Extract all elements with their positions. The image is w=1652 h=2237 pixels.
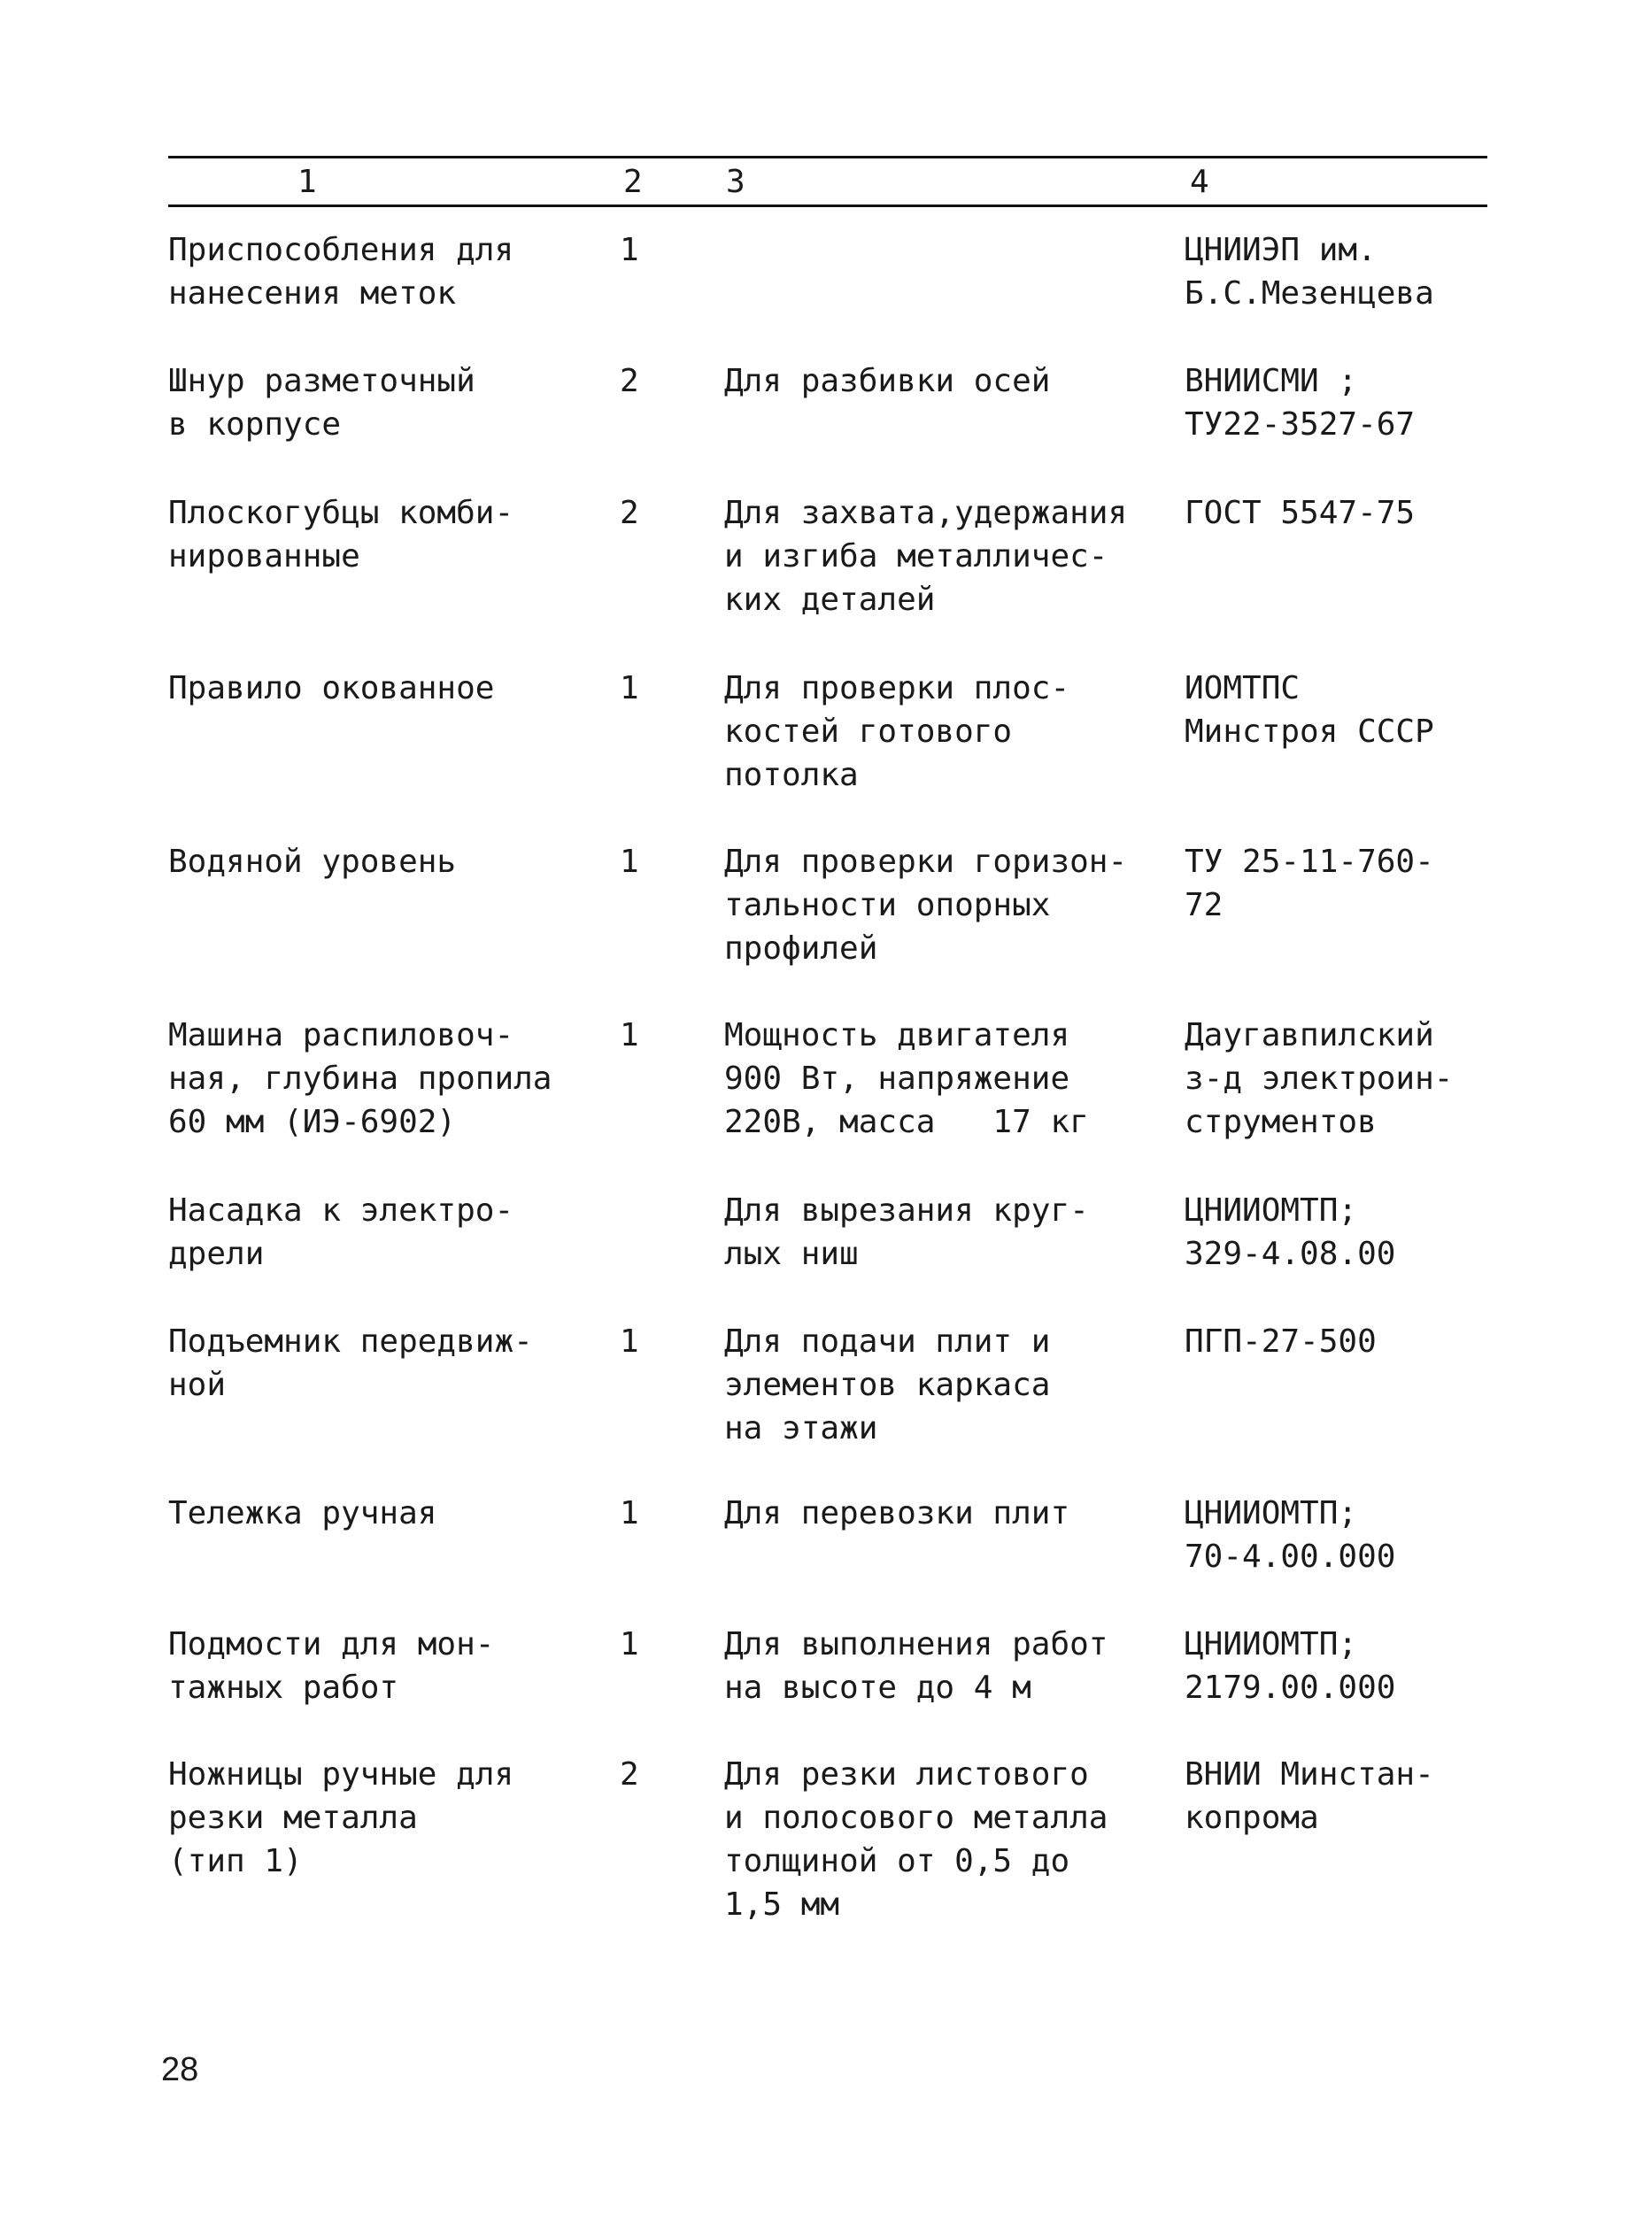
cell-source: ГОСТ 5547-75 [1185, 495, 1416, 531]
cell-name: Плоскогубцы комби- нированные [168, 495, 514, 575]
cell-purpose: Для резки листового и полосового металла толщиной от 0,5 до 1,5 мм [724, 1756, 1108, 1923]
cell-source: ЦНИИОМТП; 329-4.08.00 [1185, 1192, 1396, 1272]
column-header-3: 3 [726, 164, 745, 200]
cell-quantity: 1 [620, 1323, 639, 1360]
cell-source: ЦНИИОМТП; 2179.00.000 [1185, 1626, 1396, 1706]
cell-purpose: Для вырезания круг- лых ниш [724, 1192, 1089, 1272]
cell-quantity: 1 [620, 1017, 639, 1053]
table-top-rule [168, 156, 1487, 158]
cell-source: ПГП-27-500 [1185, 1323, 1377, 1360]
cell-source: ВНИИСМИ ; ТУ22-3527-67 [1185, 363, 1416, 443]
cell-name: Приспособления для нанесения меток [168, 232, 514, 312]
cell-source: ЦНИИОМТП; 70-4.00.000 [1185, 1495, 1396, 1575]
cell-purpose: Для перевозки плит [724, 1495, 1070, 1531]
page-number: 28 [161, 2051, 199, 2088]
cell-name: Шнур разметочный в корпусе [168, 363, 475, 443]
cell-purpose: Для проверки плос- костей готового потолка [724, 670, 1070, 793]
cell-name: Ножницы ручные для резки металла (тип 1) [168, 1756, 514, 1879]
column-header-1: 1 [297, 164, 317, 200]
cell-purpose: Для выполнения работ на высоте до 4 м [724, 1626, 1108, 1706]
cell-quantity: 1 [620, 844, 639, 880]
cell-quantity: 2 [620, 363, 639, 399]
cell-name: Подмости для мон- тажных работ [168, 1626, 495, 1706]
cell-quantity: 1 [620, 232, 639, 268]
cell-source: ЦНИИЭП им. Б.С.Мезенцева [1185, 232, 1434, 312]
column-header-4: 4 [1190, 164, 1209, 200]
cell-source: ВНИИ Минстан- копрома [1185, 1756, 1434, 1836]
cell-purpose: Для подачи плит и элементов каркаса на этажи [724, 1323, 1051, 1446]
cell-quantity: 2 [620, 1756, 639, 1793]
cell-source: Даугавпилский з-д электроин- струментов [1185, 1017, 1454, 1140]
cell-name: Насадка к электро- дрели [168, 1192, 514, 1272]
cell-name: Водяной уровень [168, 844, 457, 880]
cell-purpose: Для разбивки осей [724, 363, 1051, 399]
cell-source: ИОМТПС Минстроя СССР [1185, 670, 1434, 750]
cell-purpose: Для захвата,удержания и изгиба металличес- ких деталей [724, 495, 1128, 618]
cell-quantity: 2 [620, 495, 639, 531]
cell-name: Правило окованное [168, 670, 495, 706]
cell-purpose: Мощность двигателя 900 Вт, напряжение 220В, масса 17 кг [724, 1017, 1089, 1140]
cell-name: Машина распиловоч- ная, глубина пропила 60 мм (ИЭ-6902) [168, 1017, 552, 1140]
cell-quantity: 1 [620, 1495, 639, 1531]
cell-source: ТУ 25-11-760- 72 [1185, 844, 1434, 923]
table-header-rule [168, 204, 1487, 207]
cell-purpose: Для проверки горизон- тальности опорных профилей [724, 844, 1128, 967]
cell-name: Тележка ручная [168, 1495, 437, 1531]
cell-quantity: 1 [620, 1626, 639, 1662]
cell-quantity: 1 [620, 670, 639, 706]
cell-name: Подъемник передвиж- ной [168, 1323, 533, 1403]
column-header-2: 2 [623, 164, 643, 200]
